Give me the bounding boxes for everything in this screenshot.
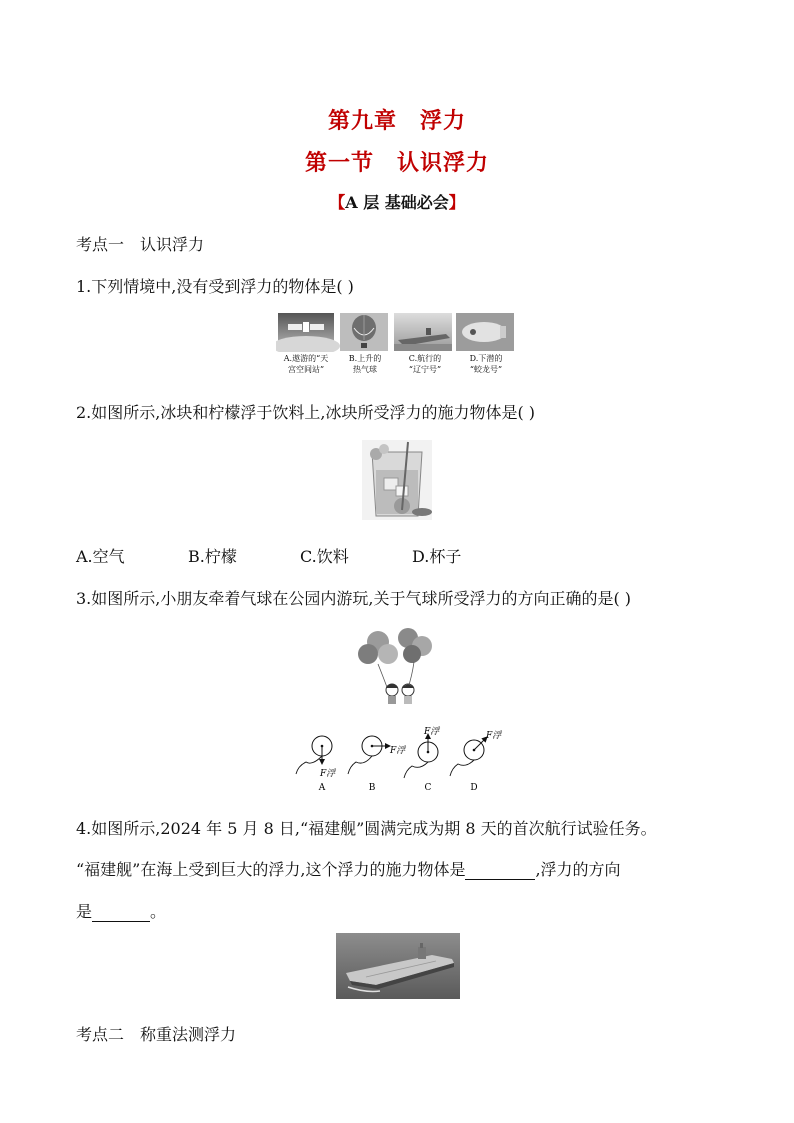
diagram-b[interactable]: [348, 736, 406, 793]
option-c[interactable]: C.饮料: [300, 547, 349, 566]
diagram-d[interactable]: [450, 730, 502, 793]
level-bracket-close: 】: [448, 193, 465, 212]
diagram-d-letter: D: [470, 783, 478, 793]
question-2-stem: 2.如图所示,冰块和柠檬浮于饮料上,冰块所受浮力的施力物体是( ): [76, 403, 536, 422]
section-title: 第一节 认识浮力: [304, 151, 489, 176]
caption-a: [276, 353, 336, 375]
caption-a-line1: A.遨游的“天: [283, 354, 329, 363]
question-1-figure: [276, 312, 516, 382]
glass-drink-figure: [362, 440, 432, 520]
diagram-c[interactable]: [404, 726, 440, 793]
diagram-a[interactable]: [296, 736, 336, 793]
question-4-line-1: 4.如图所示,2024 年 5 月 8 日,“福建舰”圆满完成为期 8 天的首次航行试验任务。: [76, 819, 657, 838]
question-2-options: [76, 544, 512, 567]
question-4-line-3: [76, 899, 166, 922]
level-bracket-open: 【: [329, 193, 346, 212]
diagram-c-force-label: F浮: [424, 727, 440, 737]
answer-blank-2[interactable]: [92, 905, 150, 922]
caption-c-line2: “辽宁号”: [408, 365, 442, 374]
diagram-b-force-label: F浮: [390, 746, 406, 756]
hot-air-balloon-photo: [340, 313, 388, 351]
option-d[interactable]: D.杯子: [412, 547, 462, 566]
question-4-line-2: [76, 857, 621, 880]
question-3-stem: 3.如图所示,小朋友牵着气球在公园内游玩,关于气球所受浮力的方向正确的是( ): [76, 589, 632, 608]
space-station-photo: [276, 313, 340, 352]
caption-c: [394, 353, 456, 375]
caption-d: [456, 353, 516, 375]
diagram-c-letter: C: [424, 783, 432, 793]
level-heading: [0, 190, 794, 213]
level-text: A 层 基础必会: [345, 193, 449, 212]
point-two-heading: 考点二 称重法测浮力: [76, 1025, 237, 1044]
question-4-text-2b: ,浮力的方向: [535, 860, 621, 879]
diagram-a-letter: A: [318, 783, 326, 793]
diagram-a-force-label: F浮: [320, 769, 336, 779]
question-4-text-3b: 。: [150, 902, 167, 921]
caption-c-line1: C.航行的: [408, 354, 442, 363]
option-b[interactable]: B.柠檬: [188, 547, 237, 566]
aircraft-carrier-photo: [394, 313, 452, 351]
question-1-stem: 1.下列情境中,没有受到浮力的物体是( ): [76, 277, 354, 296]
caption-d-line2: “蛟龙号”: [469, 365, 503, 374]
fujian-carrier-photo: [336, 933, 460, 999]
diagram-d-force-label: F浮: [486, 731, 502, 741]
caption-b: [336, 353, 394, 375]
caption-b-line1: B.上升的: [348, 354, 382, 363]
question-4-text-2a: “福建舰”在海上受到巨大的浮力,这个浮力的施力物体是: [76, 860, 466, 879]
question-1-photos: [276, 312, 516, 352]
kids-balloons-figure: [356, 624, 440, 708]
force-direction-diagrams: [290, 726, 512, 796]
caption-d-line1: D.下潜的: [469, 354, 503, 363]
submersible-photo: [456, 313, 514, 351]
option-a[interactable]: A.空气: [76, 547, 125, 566]
caption-a-line2: 宫空间站”: [287, 365, 325, 374]
answer-blank-1[interactable]: [465, 863, 535, 880]
diagram-b-letter: B: [368, 783, 376, 793]
point-one-heading: 考点一 认识浮力: [76, 235, 205, 254]
chapter-title: 第九章 浮力: [327, 109, 466, 134]
question-4-text-3a: 是: [76, 902, 93, 921]
caption-b-line2: 热气球: [353, 365, 377, 374]
